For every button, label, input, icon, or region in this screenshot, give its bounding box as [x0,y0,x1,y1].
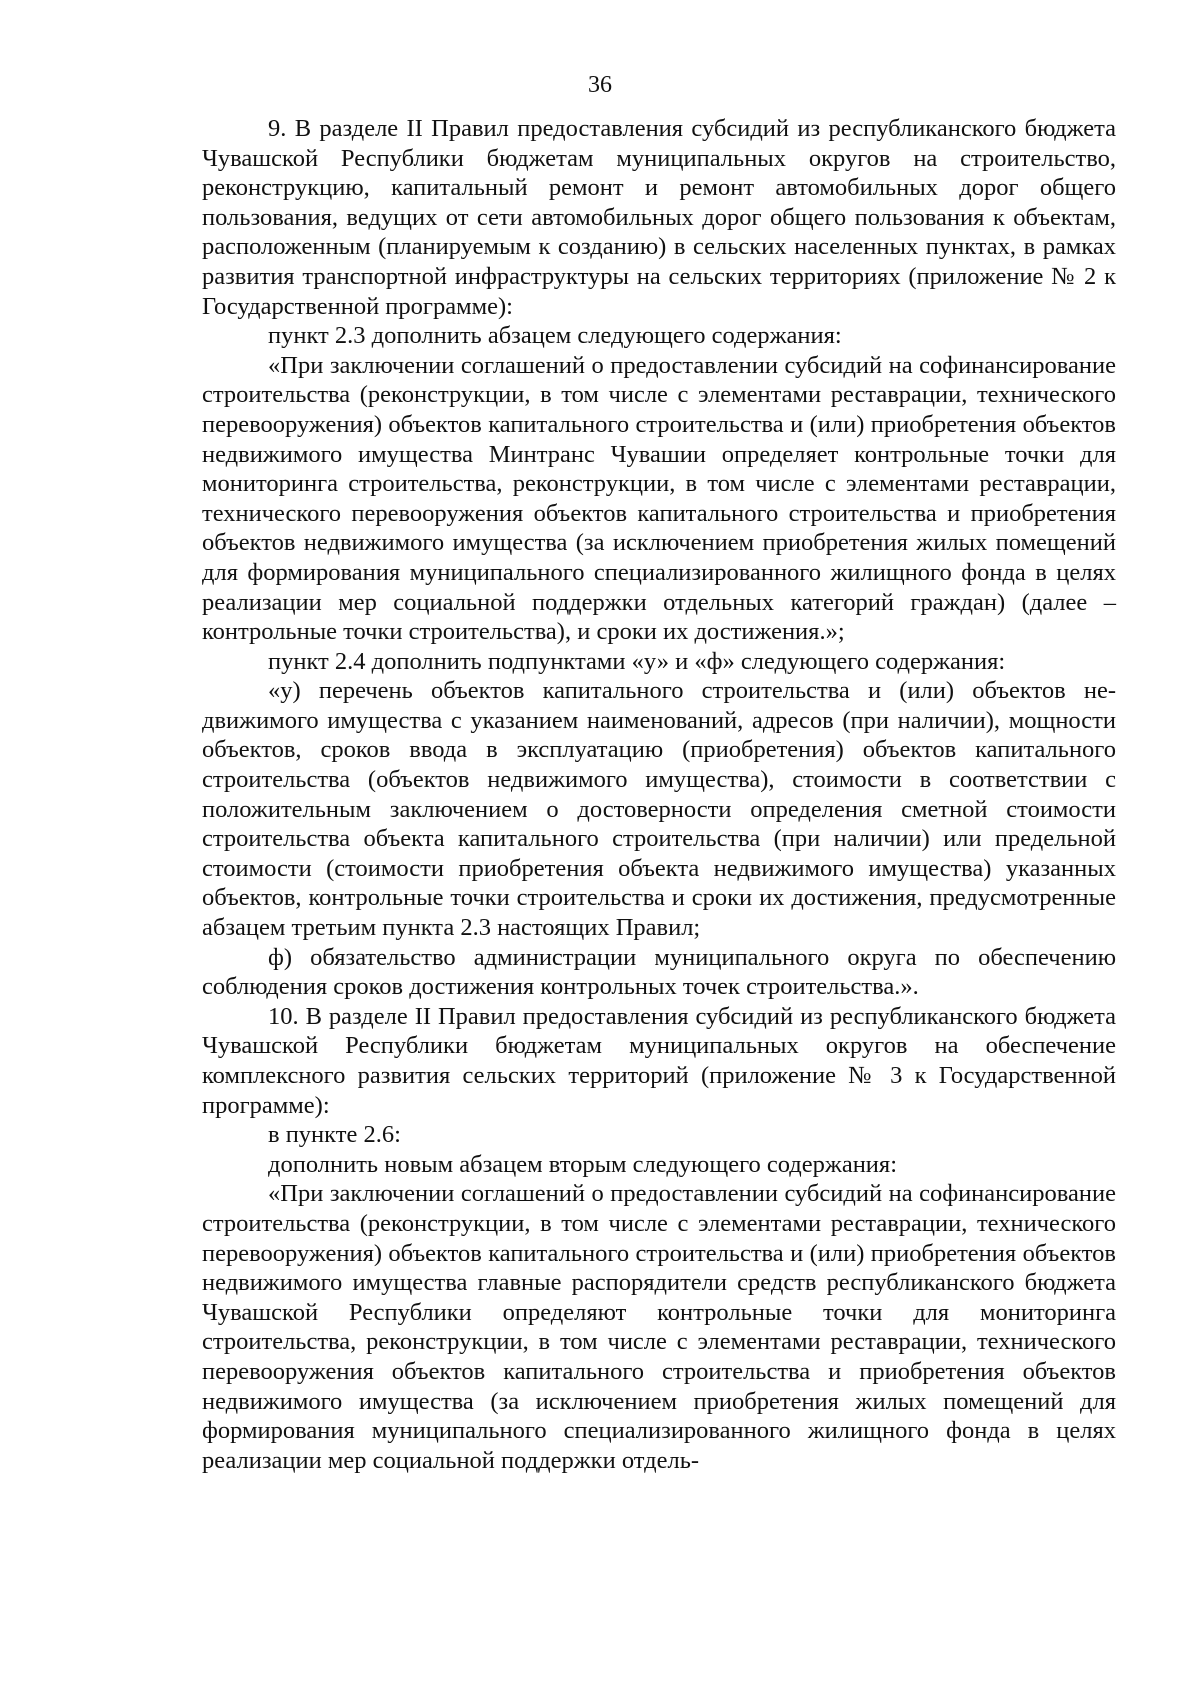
document-body [202,114,1116,1475]
paragraph-point-2-3: пункт 2.3 дополнить абзацем следующего содержания: [268,322,842,350]
page-number: 36 [588,72,612,98]
paragraph-subpoint-u: «у) перечень объектов капитального строительства и (или) объектов недвижимого имущества с указанием наименований, адресов (при наличии), мощности объектов, сроков ввода в эксплуатацию (приобретения) объектов капитального строительства (объектов недвижимого имущества), стоимости в соответствии с положительным заключением о достоверности определения сметной стоимости строительства объекта капитального строительства (при наличии) или предельной стоимости (стоимости приобретения объекта недвижимого имущества) указанных объектов, контрольные точки строительства и сроки их достижения, предусмотренные абзацем третьим пункта 2.3 настоящих Правил; [202,677,1116,942]
paragraph-section-9: 9. В разделе II Правил предоставления субсидий из республиканского бюджета Чувашской Республики бюджетам муниципальных округов на строительство, реконструкцию, капитальный ремонт и ремонт автомобильных дорог общего пользования, ведущих от сети автомобильных дорог общего пользования к объектам, расположенным (планируемым к созданию) в сельских населенных пунктах, в рамках развития транспортной инфраструктуры на сельских территориях (приложение № 2 к Государственной программе): [202,115,1116,320]
paragraph-subpoint-f: ф) обязательство администрации муниципального округа по обеспечению соблюдения сроков достижения контрольных точек строительства.». [202,943,1116,1001]
paragraph-section-10: 10. В разделе II Правил предоставления субсидий из республиканского бюджета Чувашской Республики бюджетам муниципальных округов на обеспечение комплексного развития сельских территорий (приложение № 3 к Государственной программе): [202,1002,1116,1119]
paragraph-add-second-paragraph: дополнить новым абзацем вторым следующего содержания: [268,1150,897,1178]
paragraph-quote-main-managers: «При заключении соглашений о предоставлении субсидий на софинансирование строительства (реконструкции, в том числе с элементами реставрации, технического перевооружения) объектов капитального строительства и (или) приобретения объектов недвижимого имущества главные распорядители средств республиканского бюджета Чувашской Республики определяют контрольные точки для мониторинга строительства, реконструкции, в том числе с элементами реставрации, технического перевооружения объектов капитального строительства и приобретения объектов недвижимого имущества (за исключением приобретения жилых помещений для формирования муниципального специализированного жилищного фонда в целях реализации мер социальной поддержки отдель- [202,1180,1116,1474]
paragraph-quote-control-points: «При заключении соглашений о предоставлении субсидий на софинансирование строительства (реконструкции, в том числе с элементами реставрации, технического перевооружения) объектов капитального строительства и (или) приобретения объектов недвижимого имущества Минтранс Чувашии определяет контрольные точки для мониторинга строительства, реконструкции, в том числе с элементами реставрации, технического перевооружения объектов капитального строительства и приобретения объектов недвижимого имущества (за исключением приобретения жилых помещений для формирования муниципального специализированного жилищного фонда в целях реализации мер социальной поддержки отдельных категорий граждан) (далее – контрольные точки строительства), и сроки их достижения.»; [202,351,1116,646]
paragraph-point-2-6: в пункте 2.6: [268,1121,401,1149]
paragraph-point-2-4: пункт 2.4 дополнить подпунктами «у» и «ф» следующего содержания: [268,647,1006,675]
